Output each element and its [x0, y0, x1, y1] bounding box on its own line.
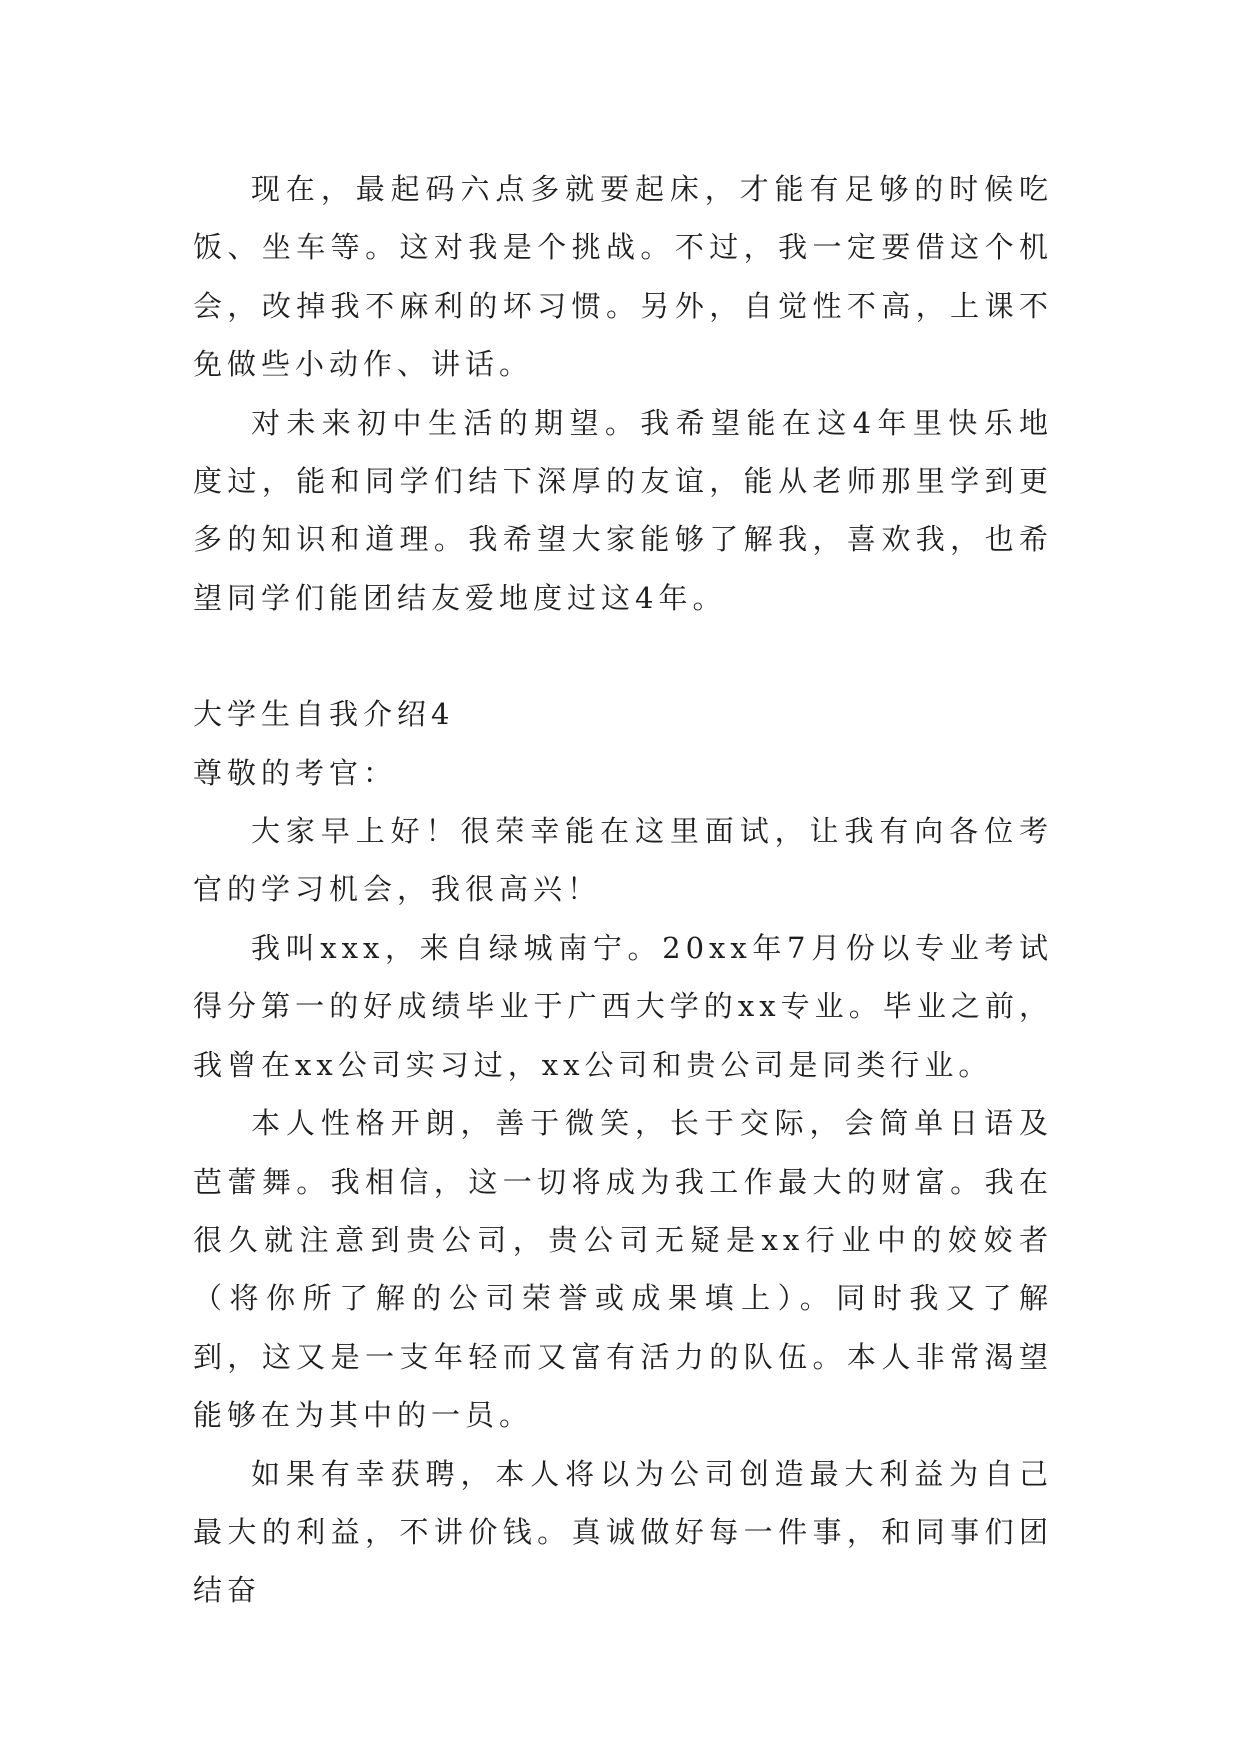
salutation: 尊敬的考官： [193, 755, 398, 790]
paragraph: 我叫xxx，来自绿城南宁。20xx年7月份以专业考试得分第一的好成绩毕业于广西大学的xx专业。毕业之前，我曾在xx公司实习过，xx公司和贵公司是同类行业。 [193, 930, 1053, 1082]
paragraph: 本人性格开朗，善于微笑，长于交际，会简单日语及芭蕾舞。我相信，这一切将成为我工作最大的财富。我在很久就注意到贵公司，贵公司无疑是xx行业中的姣姣者（将你所了解的公司荣誉或成果填上）。同时我又了解到，这又是一支年轻而又富有活力的队伍。本人非常渴望能够在为其中的一员。 [193, 1106, 1053, 1433]
document-body [193, 160, 1053, 1620]
section-title: 大学生自我介绍4 [193, 697, 455, 732]
paragraph: 大家早上好！很荣幸能在这里面试，让我有向各位考官的学习机会，我很高兴！ [193, 814, 1053, 907]
paragraph: 对未来初中生活的期望。我希望能在这4年里快乐地度过，能和同学们结下深厚的友谊，能从老师那里学到更多的知识和道理。我希望大家能够了解我，喜欢我，也希望同学们能团结友爱地度过这4年。 [193, 405, 1053, 615]
section-spacer [193, 627, 1053, 685]
paragraph: 如果有幸获聘，本人将以为公司创造最大利益为自己最大的利益，不讲价钱。真诚做好每一件事，和同事们团结奋 [193, 1456, 1053, 1608]
paragraph: 现在，最起码六点多就要起床，才能有足够的时候吃饭、坐车等。这对我是个挑战。不过，我一定要借这个机会，改掉我不麻利的坏习惯。另外，自觉性不高，上课不免做些小动作、讲话。 [193, 172, 1053, 382]
